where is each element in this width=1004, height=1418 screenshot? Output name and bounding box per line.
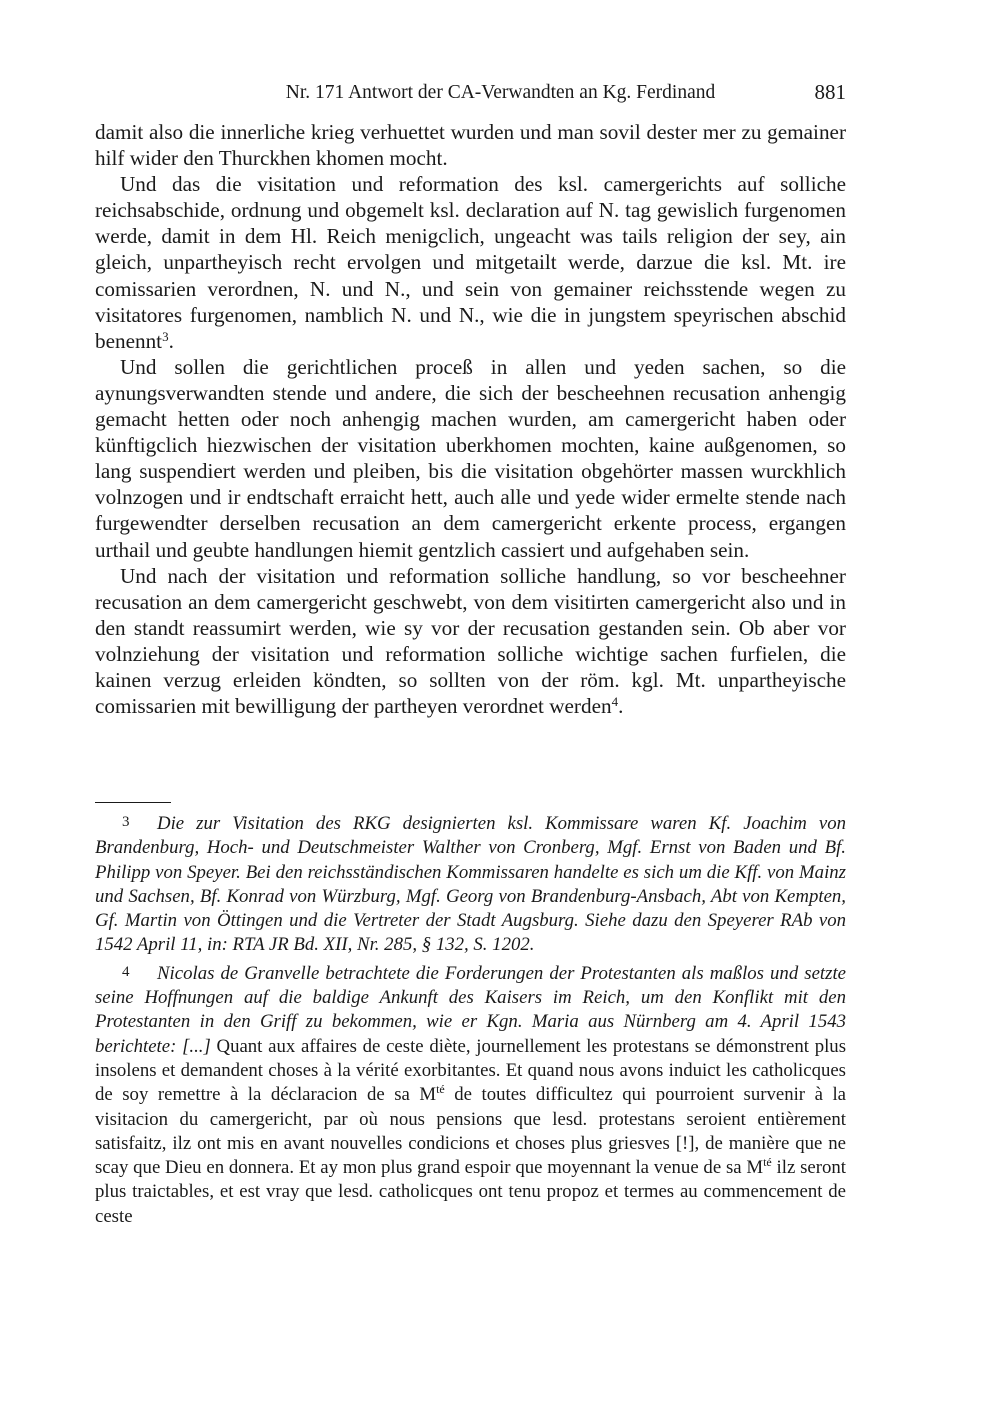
footnote-3-text: Die zur Visitation des RKG designierten ksl. Kommissare waren Kf. Joachim von Brandenburg, Hoch- und Deutschmeister Walther von Cronberg, Mgf. Ernst von Baden und Bf. Philipp von Speyer. Bei den reichsständischen Kommissaren handelte es sich um die Kff. von Mainz und Sachsen, Bf. Konrad von Würzburg, Mgf. Georg von Brandenburg-Ansbach, Abt von Kempten, Gf. Martin von Öttingen und die Vertreter der Stadt Augsburg. Siehe dazu den Speyerer RAb von 1542 April 11, in: RTA JR Bd. XII, Nr. 285, § 132, S. 1202. (95, 813, 846, 956)
running-title: Nr. 171 Antwort der CA-Verwandten an Kg. Ferdinand (285, 82, 716, 103)
footnote-ref-4[interactable]: 4 (611, 694, 619, 710)
paragraph-4 (95, 563, 846, 720)
running-header (95, 80, 846, 110)
paragraph-2-text: Und das die visitation und reformation des ksl. camergerichts auf solliche reichsabschide, ordnung und obgemelt ksl. declaration auf N. tag gewislich furgenomen werde, damit in dem Hl. Reich menigclich, ungeacht was tails religion der sey, ain gleich, unpartheyisch recht ervolgen und mitgetailt werde, darzue die ksl. Mt. ire comissarien verordnen, N. und N., und sein von gemainer reichsstende wegen zu visitatores furgenomen, namblich N. und N., wie die in jungstem speyrischen abschid benennt (95, 172, 846, 353)
footnote-3-number: 3 (122, 814, 130, 830)
footnote-3 (95, 810, 846, 958)
paragraph-2-end: . (168, 328, 174, 353)
footnote-ref-3[interactable]: 3 (162, 328, 169, 344)
paragraph-1: damit also die innerliche krieg verhuettet wurden und man sovil dester mer zu gemainer hilf wider den Thurckhen khomen mocht. (95, 120, 846, 171)
footnote-4-quote-c: ilz seront plus traictables, et est vray que lesd. catholicques ont tenu propoz et termes au commencement de ceste (95, 1157, 847, 1227)
paragraph-2 (95, 171, 846, 354)
paragraph-4-text: Und nach der visitation und reformation solliche handlung, so vor bescheehner recusation an dem camergericht geschwebt, von dem visitirten camergericht also und in den standt reassumirt werden, wie sy vor der recusation gestanden sein. Ob aber vor volnziehung der visitation und reformation solliche wichtige sachen furfielen, die kainen verzug erleiden köndten, so sollten von der röm. kgl. Mt. unpartheyische comissarien mit bewilligung der partheyen verordnet werden (95, 563, 846, 719)
footnotes (95, 810, 846, 1229)
footnote-4-number: 4 (122, 963, 130, 980)
footnote-4 (95, 960, 846, 1229)
footnote-4-quote-b: de toutes difficultez qui pourroient survenir à la visitacion du camergericht, par où nous pensions que lesd. protestans seroient entièrement satisfaitz, ilz ont mis en avant nouvelles condicions et choses plus griesves [!], de manière que ne scay que Dieu en donnera. Et ay mon plus grand espoir que moyennant la venue de sa M (95, 1084, 846, 1179)
paragraph-4-end: . (618, 694, 624, 719)
footnote-4-superscript-a: té (436, 1082, 445, 1097)
footnote-4-superscript-b: té (763, 1155, 772, 1170)
footnote-4-quote-a: Quant aux affaires de ceste diète, journellement les protestans se démonstrent plus insolens et demandent choses à la vérité exorbitantes. Et quand nous avons induict les catholicques de soy remettre à la déclaracion de sa M (95, 1035, 847, 1106)
page-number: 881 (814, 80, 846, 104)
footnote-divider (95, 802, 171, 803)
main-text (95, 119, 846, 719)
footnote-4-commentary: Nicolas de Granvelle betrachtete die Forderungen der Protestanten als maßlos und setzte seine Hoffnungen auf die baldige Ankunft des Kaisers im Reich, um den Konflikt mit den Protestanten in den Griff zu bekommen, wie er Kgn. Maria aus Nürnberg am 4. April 1543 berichtete: [...] (95, 962, 846, 1057)
paragraph-3: Und sollen die gerichtlichen proceß in allen und yeden sachen, so die aynungsverwandten stende und andere, die sich der bescheehnen recusation anhengig gemacht hetten oder noch anhengig machen wurden, am camergericht haben oder künftigclich hiezwischen der visitation uberkhomen mochten, kaine außgenomen, so lang suspendiert werden und pleiben, bis die visitation obgehörter massen wurckhlich volnzogen und ir endtschaft erraicht hett, auch alle und yede wider ermelte stende nach furgewendter derselben recusation an dem camergericht erkente process, ergangen urthail und geubte handlungen hiemit gentzlich cassiert und aufgehaben sein. (95, 354, 846, 562)
